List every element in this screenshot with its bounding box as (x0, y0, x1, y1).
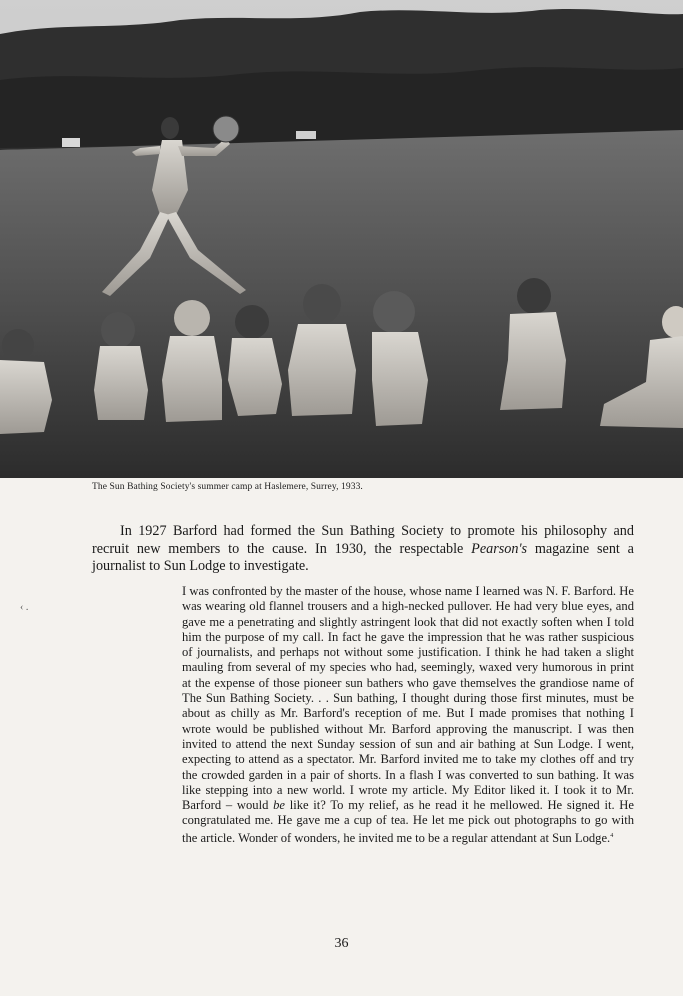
page-number: 36 (334, 936, 349, 951)
intro-text-start: In 1927 Barford had formed the Sun Bathing Society to promote his philosophy and recruit new members to the cause. In 1930, the respectable (92, 523, 634, 557)
quote-text-start: I was confronted by the master of the house, whose name I learned was N. F. Barford. He was wearing old flannel trousers and a high-necked pullover. He had very blue eyes, and gave me a penetrating and slightly astringent look that did not exactly soften when I told him the purpose of my call. In fact he gave the impression that he was rather suspicious of journalists, and perhaps not without some justification. I think he had taken a slight mauling from several of my species who had, seemingly, waxed very humorous in print at the expense of those pioneer sun bathers who gave themselves the grandiose name of The Sun Bathing Society. . . Sun bathing, I thought during those first minutes, must be about as chilly as Mr. Barford's reception of me. But I made promises that nothing I wrote would be published without Mr. Barford approving the manuscript. I was then invited to attend the next Sunday session of sun and air bathing at Sun Lodge. I went, expecting to attend as a spectator. Mr. Barford invited me to take my clothes off and try the crowded garden in a pair of shorts. In a flash I was converted to sun bathing. It was like stepping into a new world. I wrote my article. My Editor liked it. I took it to Mr. Barford – would (182, 584, 634, 813)
quote-italic-word: be (273, 798, 285, 813)
intro-italic-title: Pearson's (471, 540, 528, 557)
block-quotation (182, 584, 634, 846)
photograph-sunbathing-camp (0, 0, 683, 478)
intro-paragraph (92, 523, 634, 576)
footnote-marker[interactable]: 4 (610, 832, 614, 839)
margin-mark: ‹ . (20, 602, 29, 613)
photograph-image (0, 0, 683, 478)
intro-text-end: magazine sent a journalist to Sun Lodge to investigate. (92, 540, 634, 574)
quote-text-end: like it? To my relief, as he read it he mellowed. He signed it. He congratulated me. He gave me a cup of tea. He let me pick out photographs to go with the article. Wonder of wonders, he invited me to be a regular attendant at Sun Lodge. (182, 798, 634, 845)
photo-caption: The Sun Bathing Society's summer camp at Haslemere, Surrey, 1933. (92, 482, 363, 492)
